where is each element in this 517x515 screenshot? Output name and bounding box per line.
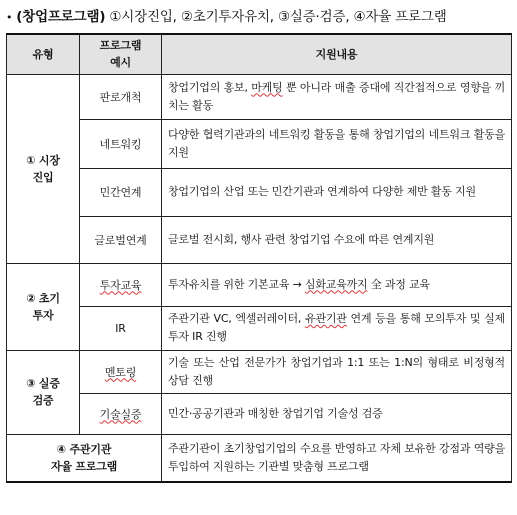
description-cell: 기술 또는 산업 전문가가 창업기업과 1:1 또는 1:N의 형태로 비정형적 상담 진행 [162, 350, 512, 393]
example-cell: 글로벌연계 [80, 216, 162, 263]
heading-title: (창업프로그램) [16, 9, 106, 25]
example-cell [80, 350, 162, 393]
example-cell: 네트워킹 [80, 119, 162, 168]
type-label: ② 초기 [26, 291, 60, 305]
table-row [7, 74, 512, 119]
type-label: 진입 [32, 170, 54, 184]
description-cell [162, 74, 512, 119]
table-row [7, 350, 512, 393]
description-cell: 글로벌 전시회, 행사 관련 창업기업 수요에 따른 연계지원 [162, 216, 512, 263]
desc-text: 全 과정 교육 [367, 277, 430, 291]
type-label: 자율 프로그램 [50, 459, 118, 473]
header-content: 지원내용 [162, 34, 512, 74]
header-example-line2: 예시 [110, 56, 131, 70]
program-table [6, 33, 512, 483]
header-type: 유형 [7, 34, 80, 74]
example-cell: 민간연계 [80, 168, 162, 216]
description-cell [162, 306, 512, 350]
example-cell: 판로개척 [80, 74, 162, 119]
desc-text: 주관기관 VC, 엑셀러레이터, [168, 312, 306, 325]
table-row [7, 393, 512, 434]
description-cell [162, 263, 512, 306]
desc-text: 뿐 아니라 매출 증대에 직간접적으로 영향을 끼치는 활동 [168, 80, 506, 112]
spell-marked-text: 기술실증 [99, 407, 142, 421]
description-cell: 주관기관이 초기창업기업의 수요를 반영하고 자체 보유한 강점과 역량을 투입하여 지원하는 기관별 맞춤형 프로그램 [162, 434, 512, 482]
table-row [7, 434, 512, 482]
type-verification [7, 350, 80, 434]
type-autonomous-program [7, 434, 162, 482]
example-cell [80, 263, 162, 306]
description-cell: 창업기업의 산업 또는 민간기관과 연계하여 다양한 제반 활동 지원 [162, 168, 512, 216]
table-row [7, 168, 512, 216]
table-row [7, 263, 512, 306]
type-label: ① 시장 [26, 153, 60, 167]
type-label: 투자 [32, 308, 54, 322]
description-cell: 다양한 협력기관과의 네트워킹 활동을 통해 창업기업의 네트워크 활동을 지원 [162, 119, 512, 168]
spell-marked-text: 마케팅 [251, 80, 283, 94]
spell-marked-text: 유관기관 [305, 312, 347, 325]
spell-marked-text: 심화교육까지 [304, 277, 368, 291]
type-label: 검증 [32, 394, 54, 407]
example-cell: IR [80, 306, 162, 350]
type-initial-investment [7, 263, 80, 350]
type-market-entry [7, 74, 80, 263]
description-cell: 민간·공공기관과 매칭한 창업기업 기술성 검증 [162, 393, 512, 434]
spell-marked-text: 투자교육 [99, 278, 142, 292]
table-row [7, 119, 512, 168]
desc-text: 투자유치를 위한 기본교육 → [168, 277, 305, 291]
table-row [7, 306, 512, 350]
desc-text: 창업기업의 홍보, [168, 80, 252, 94]
header-example [80, 34, 162, 74]
header-example-line1: 프로그램 [99, 39, 142, 53]
desc-text: 연계 등을 통해 모의투자 및 실제투자 IR 진행 [168, 312, 505, 343]
type-label: ③ 실증 [26, 377, 60, 390]
heading-items: ①시장진입, ②초기투자유치, ③실증·검증, ④자율 프로그램 [109, 9, 447, 25]
header-row [7, 34, 512, 74]
table-row [7, 216, 512, 263]
type-label: ④ 주관기관 [56, 442, 112, 456]
example-cell [80, 393, 162, 434]
bullet: • [6, 11, 13, 24]
spell-marked-text: 멘토링 [104, 365, 137, 379]
section-heading [6, 5, 514, 29]
